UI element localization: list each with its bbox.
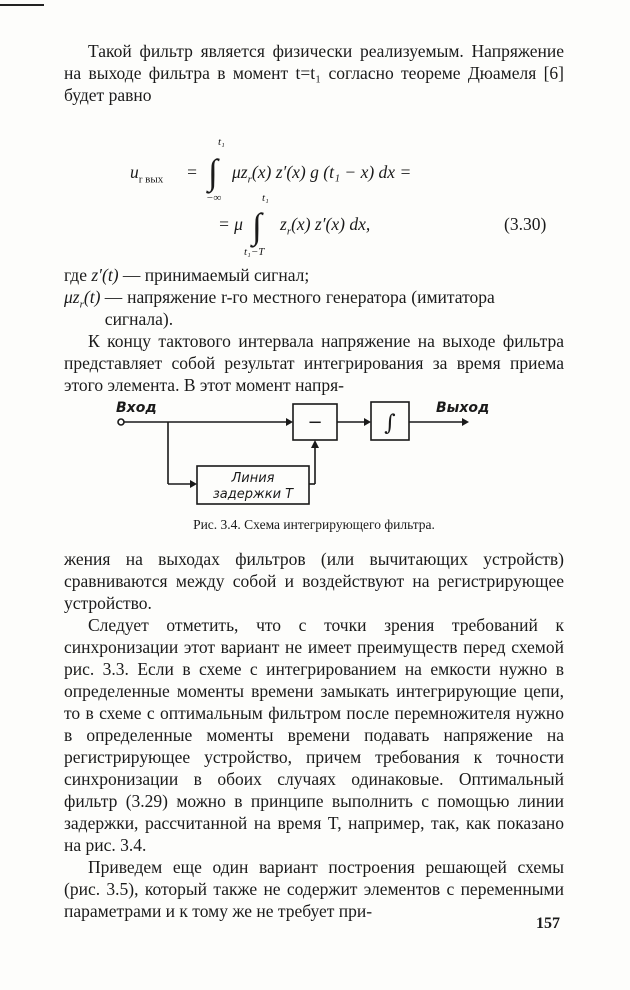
figure-3-4	[64, 396, 564, 548]
delay-line-label-2: задержки T	[212, 487, 294, 502]
paragraph-4: Следует отметить, что с точки зрения требований к синхронизации этот вариант не имеет преимуществ перед схемой рис. 3.3. Если в схеме с интегрированием на емкости нужно в определенные моменты времени замыкать интегрирующие цепи, то в схеме с оптимальным фильтром после перемножителя нужно в определенные моменты времени подавать напряжение на регистрирующее устройство, причем требования к точности синхронизации в обоих случаях одинаковые. Оптимальный фильтр (3.29) можно в принципе выполнить с помощью линии задержки, рассчитанной на время T, например, так, как показано на рис. 3.4.	[64, 615, 564, 855]
definitions	[64, 264, 564, 330]
page-body	[64, 40, 564, 922]
page-number: 157	[536, 915, 560, 932]
integral-1-sign: ∫	[208, 152, 218, 192]
integral-1-lower-limit: −∞	[206, 192, 222, 204]
delay-line-label-1: Линия	[231, 471, 275, 486]
equation-3-30-line-2	[64, 192, 564, 264]
paragraph-3: жения на выходах фильтров (или вычитающих устройств) сравниваются между собой и воздействуют на регистрирующее устройство.	[64, 549, 564, 613]
definition-row: $\mu z_r(t)$ — напряжение r-го местного генератора (имитатора сигнала).	[64, 287, 495, 329]
paragraph-5: Приведем еще один вариант построения решающей схемы (рис. 3.5), который также не содержит элементов с переменными параметрами и к тому же не требует при-	[64, 857, 564, 921]
output-label: Выход	[436, 400, 490, 416]
definition-row: где z′(t) — принимаемый сигнал;	[64, 265, 310, 285]
intro-paragraph: Такой фильтр является физически реализуемым. Напряжение на выходе фильтра в момент t=t₁ согласно теореме Дюамеля [6] будет равно	[64, 41, 564, 105]
integral-2-prefix: = μ	[218, 214, 243, 234]
integral-2-lower-limit: t₁−T	[244, 246, 265, 258]
equation-lhs: $u_{r вых}$	[130, 162, 164, 186]
scan-edge-mark	[0, 4, 44, 6]
input-terminal	[118, 419, 124, 425]
block-diagram	[64, 396, 564, 506]
paragraph-2: К концу тактового интервала напряжение на выходе фильтра представляет собой результат интегрирования за время приема этого элемента. В этот момент напря-	[64, 331, 564, 395]
equation-3-30: $u_{r вых}$ = t₁ ∫ −∞ $\mu z_r(x)$ z′(x) g (t₁ − x) dx =	[130, 136, 412, 204]
integral-1-body: $\mu z_r(x)$ z′(x) g (t₁ − x) dx =	[232, 162, 412, 186]
equation-number: (3.30)	[504, 214, 547, 234]
integral-1-upper-limit: t₁	[218, 136, 225, 148]
integral-2-sign: ∫	[252, 206, 262, 246]
subtract-symbol: −	[307, 412, 323, 433]
input-label: Вход	[116, 400, 157, 416]
figure-caption: Рис. 3.4. Схема интегрирующего фильтра.	[193, 517, 435, 532]
integral-2-body: $z_r(x)$ z′(x) dx,	[280, 214, 371, 238]
integrator-symbol: ∫	[384, 411, 396, 436]
integral-2-upper-limit: t₁	[262, 192, 269, 204]
